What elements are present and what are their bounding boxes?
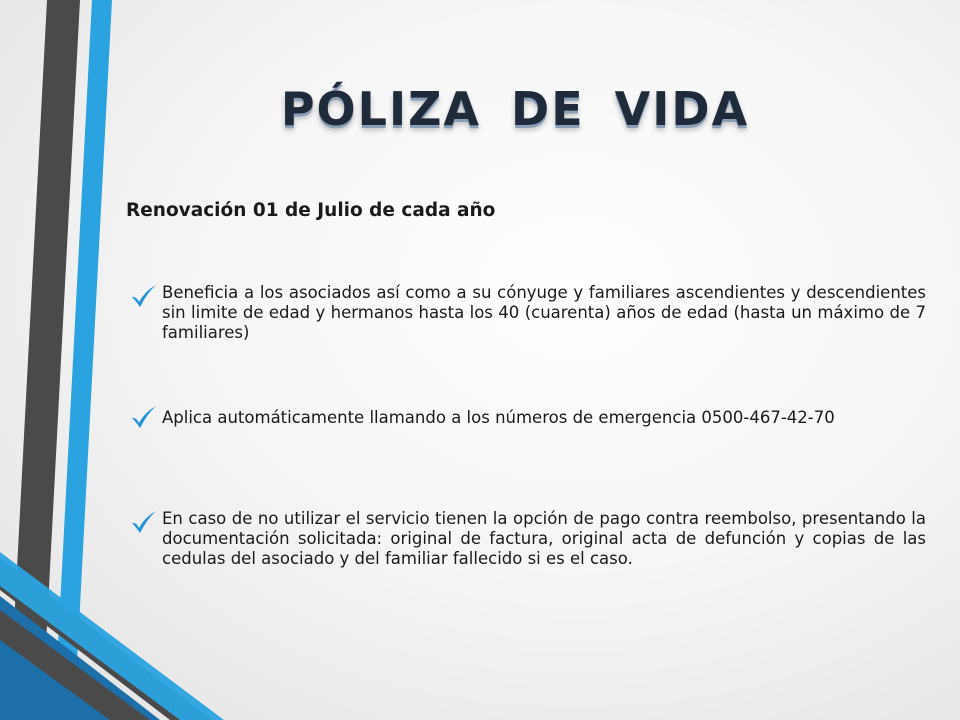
bullet-text: Aplica automáticamente llamando a los números de emergencia 0500-467-42-70 (162, 408, 835, 427)
bullet-item (126, 509, 926, 569)
bullet-text: Beneficia a los asociados así como a su cónyuge y familiares ascendientes y descendientes sin limite de edad y hermanos hasta los 40 (cuarenta) años de edad (hasta un máximo de 7 familiares) (162, 283, 926, 342)
checkmark-icon (130, 404, 158, 430)
checkmark-icon (130, 283, 158, 309)
slide-title: PÓLIZA DE VIDA (280, 82, 750, 136)
slide-subtitle: Renovación 01 de Julio de cada año (126, 200, 496, 221)
checkmark-icon (130, 509, 158, 535)
bullet-item (126, 404, 926, 432)
bullet-item (126, 283, 926, 343)
bullet-text: En caso de no utilizar el servicio tienen la opción de pago contra reembolso, presentando la documentación solicitada: original de factura, original acta de defunción y copias de las cedulas del asociado y del familiar fallecido si es el caso. (162, 509, 926, 568)
